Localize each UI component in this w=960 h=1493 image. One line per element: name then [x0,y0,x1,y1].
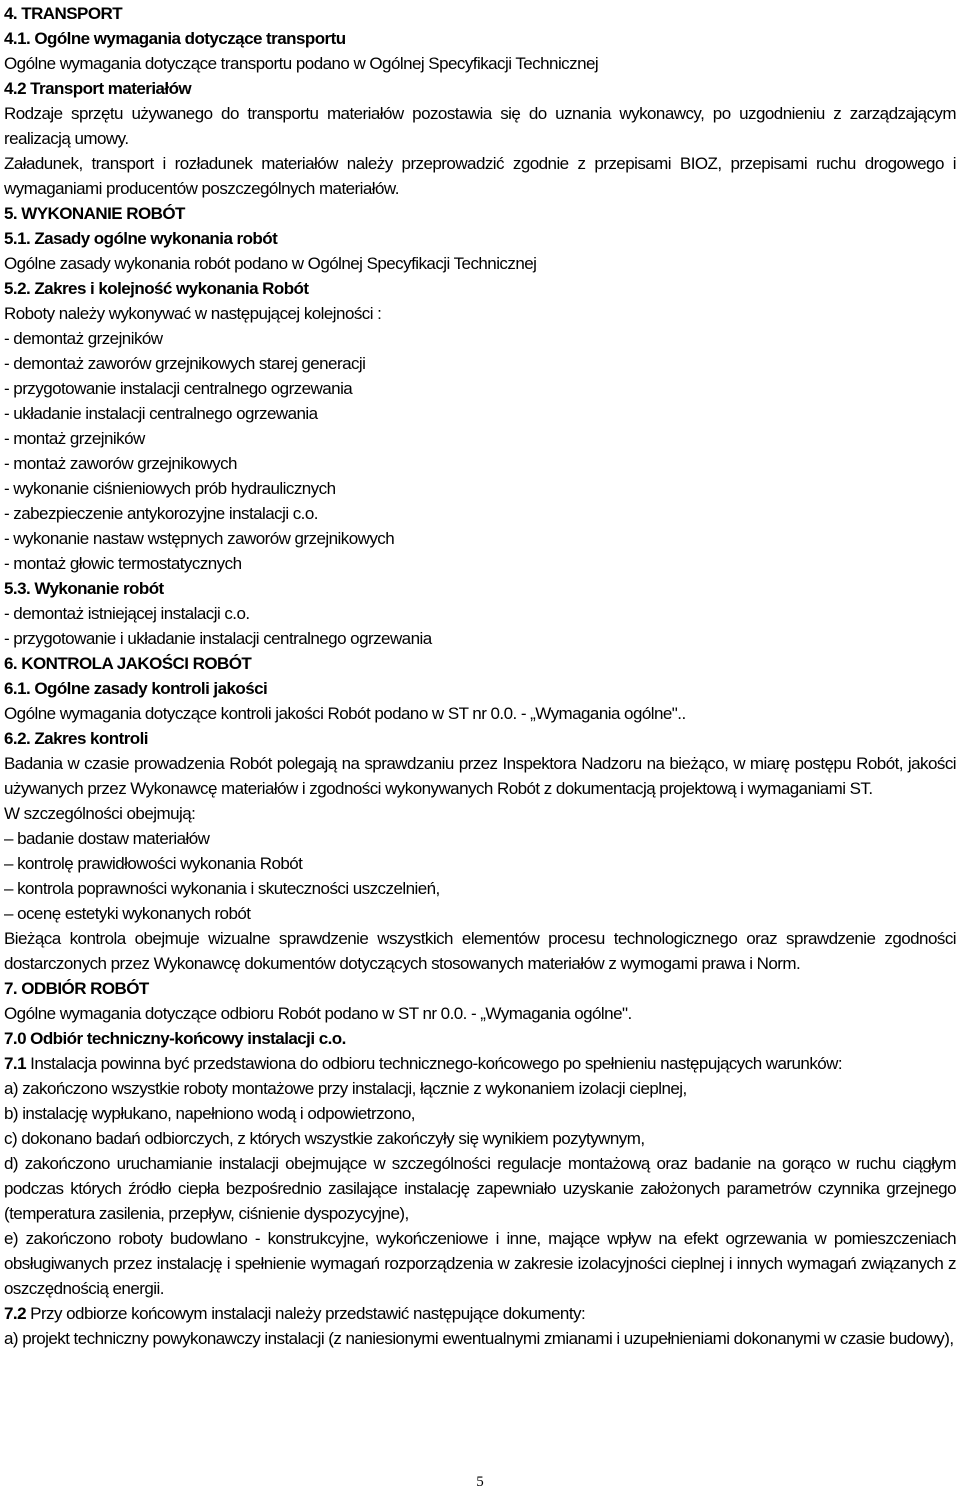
list-item: - montaż głowic termostatycznych [4,554,242,573]
section-7-0-heading: 7.0 Odbiór techniczny-końcowy instalacji c.o. [4,1029,346,1048]
list-item: – badanie dostaw materiałów [4,829,210,848]
section-4-2-heading: 4.2 Transport materiałów [4,79,192,98]
list-item: – ocenę estetyki wykonanych robót [4,904,251,923]
section-4-2-paragraph: Rodzaje sprzętu używanego do transportu materiałów pozostawia się do uznania wykonawcy, po uzgodnieniu z zarządzającym realizacją umowy. [4,104,956,148]
section-4-1-text: Ogólne wymagania dotyczące transportu podano w Ogólnej Specyfikacji Technicznej [4,54,599,73]
section-7-heading: 7. ODBIÓR ROBÓT [4,979,149,998]
section-5-heading: 5. WYKONANIE ROBÓT [4,204,185,223]
section-6-2-paragraph: Bieżąca kontrola obejmuje wizualne sprawdzenie wszystkich elementów procesu technologicznego oraz sprawdzenie zgodności dostarczonych przez Wykonawcę dokumentów dotyczących stosowanych materiałów z wymogami prawa i Norm. [4,929,956,973]
section-7-1-text: Instalacja powinna być przedstawiona do odbioru technicznego-końcowego po spełnieniu następujących warunków: [25,1054,843,1073]
section-6-2-heading: 6.2. Zakres kontroli [4,729,148,748]
section-6-2-paragraph: Badania w czasie prowadzenia Robót polegają na sprawdzaniu przez Inspektora Nadzoru na bieżąco, w miarę postępu Robót, jakości używanych przez Wykonawcę materiałów i zgodności wykonywanych Robót z dokumentacją projektową i wymaganiami ST. [4,754,956,798]
section-6-1-heading: 6.1. Ogólne zasady kontroli jakości [4,679,268,698]
page-number: 5 [476,1474,484,1490]
section-6-2-intro: W szczególności obejmują: [4,804,196,823]
list-item: a) zakończono wszystkie roboty montażowe przy instalacji, łącznie z wykonaniem izolacji cieplnej, [4,1079,687,1098]
section-7-1-number: 7.1 [4,1054,26,1073]
list-item: - montaż grzejników [4,429,145,448]
list-item: - układanie instalacji centralnego ogrzewania [4,404,318,423]
list-item: - montaż zaworów grzejnikowych [4,454,237,473]
list-item: - przygotowanie instalacji centralnego ogrzewania [4,379,353,398]
list-item: – kontrola poprawności wykonania i skuteczności uszczelnień, [4,879,440,898]
list-item: - demontaż istniejącej instalacji c.o. [4,604,250,623]
list-item: a) projekt techniczny powykonawczy instalacji (z naniesionymi ewentualnymi zmianami i uzupełnieniami dokonanymi w czasie budowy), [4,1329,954,1348]
section-7-1-paragraph [4,1051,956,1076]
list-item: d) zakończono uruchamianie instalacji obejmujące w szczególności regulacje montażową oraz badanie na gorąco w ruchu ciągłym podczas których źródło ciepła bezpośrednio zasilające instalację zapewniało uzyskanie założonych parametrów czynnika grzejnego (temperatura zasilenia, przepływ, ciśnienie dyspozycyjne), [4,1154,956,1223]
list-item: e) zakończono roboty budowlano - konstrukcyjne, wykończeniowe i inne, mające wpływ na efekt ogrzewania w pomieszczeniach obsługiwanych przez instalację i spełnienie wymagań rozporządzenia w zakresie izolacyjności cieplnej i innych wymagań związanych z oszczędnością energii. [4,1229,956,1298]
list-item: – kontrolę prawidłowości wykonania Robót [4,854,303,873]
section-7-text: Ogólne wymagania dotyczące odbioru Robót podano w ST nr 0.0. - „Wymagania ogólne". [4,1004,632,1023]
list-item: - demontaż zaworów grzejnikowych starej generacji [4,354,366,373]
list-item: b) instalację wypłukano, napełniono wodą i odpowietrzono, [4,1104,415,1123]
section-4-2-paragraph: Załadunek, transport i rozładunek materiałów należy przeprowadzić zgodnie z przepisami BIOZ, przepisami ruchu drogowego i wymaganiami producentów poszczególnych materiałów. [4,154,956,198]
section-6-heading: 6. KONTROLA JAKOŚCI ROBÓT [4,654,252,673]
list-item: - wykonanie nastaw wstępnych zaworów grzejnikowych [4,529,395,548]
section-7-2-number: 7.2 [4,1304,26,1323]
section-7-2-text: Przy odbiorze końcowym instalacji należy przedstawić następujące dokumenty: [25,1304,586,1323]
list-item: - wykonanie ciśnieniowych prób hydraulicznych [4,479,336,498]
section-5-1-text: Ogólne zasady wykonania robót podano w Ogólnej Specyfikacji Technicznej [4,254,537,273]
section-5-3-heading: 5.3. Wykonanie robót [4,579,164,598]
section-5-2-heading: 5.2. Zakres i kolejność wykonania Robót [4,279,309,298]
section-4-1-heading: 4.1. Ogólne wymagania dotyczące transportu [4,29,346,48]
list-item: - zabezpieczenie antykorozyjne instalacji c.o. [4,504,318,523]
section-7-2-paragraph [4,1301,956,1326]
section-6-1-text: Ogólne wymagania dotyczące kontroli jakości Robót podano w ST nr 0.0. - „Wymagania ogólne".. [4,704,686,723]
list-item: c) dokonano badań odbiorczych, z których wszystkie zakończyły się wynikiem pozytywnym, [4,1129,645,1148]
section-5-1-heading: 5.1. Zasady ogólne wykonania robót [4,229,278,248]
section-5-2-intro: Roboty należy wykonywać w następującej kolejności : [4,304,382,323]
list-item: - demontaż grzejników [4,329,163,348]
section-4-heading: 4. TRANSPORT [4,4,123,23]
list-item: - przygotowanie i układanie instalacji centralnego ogrzewania [4,629,432,648]
document-page [4,1,956,1351]
